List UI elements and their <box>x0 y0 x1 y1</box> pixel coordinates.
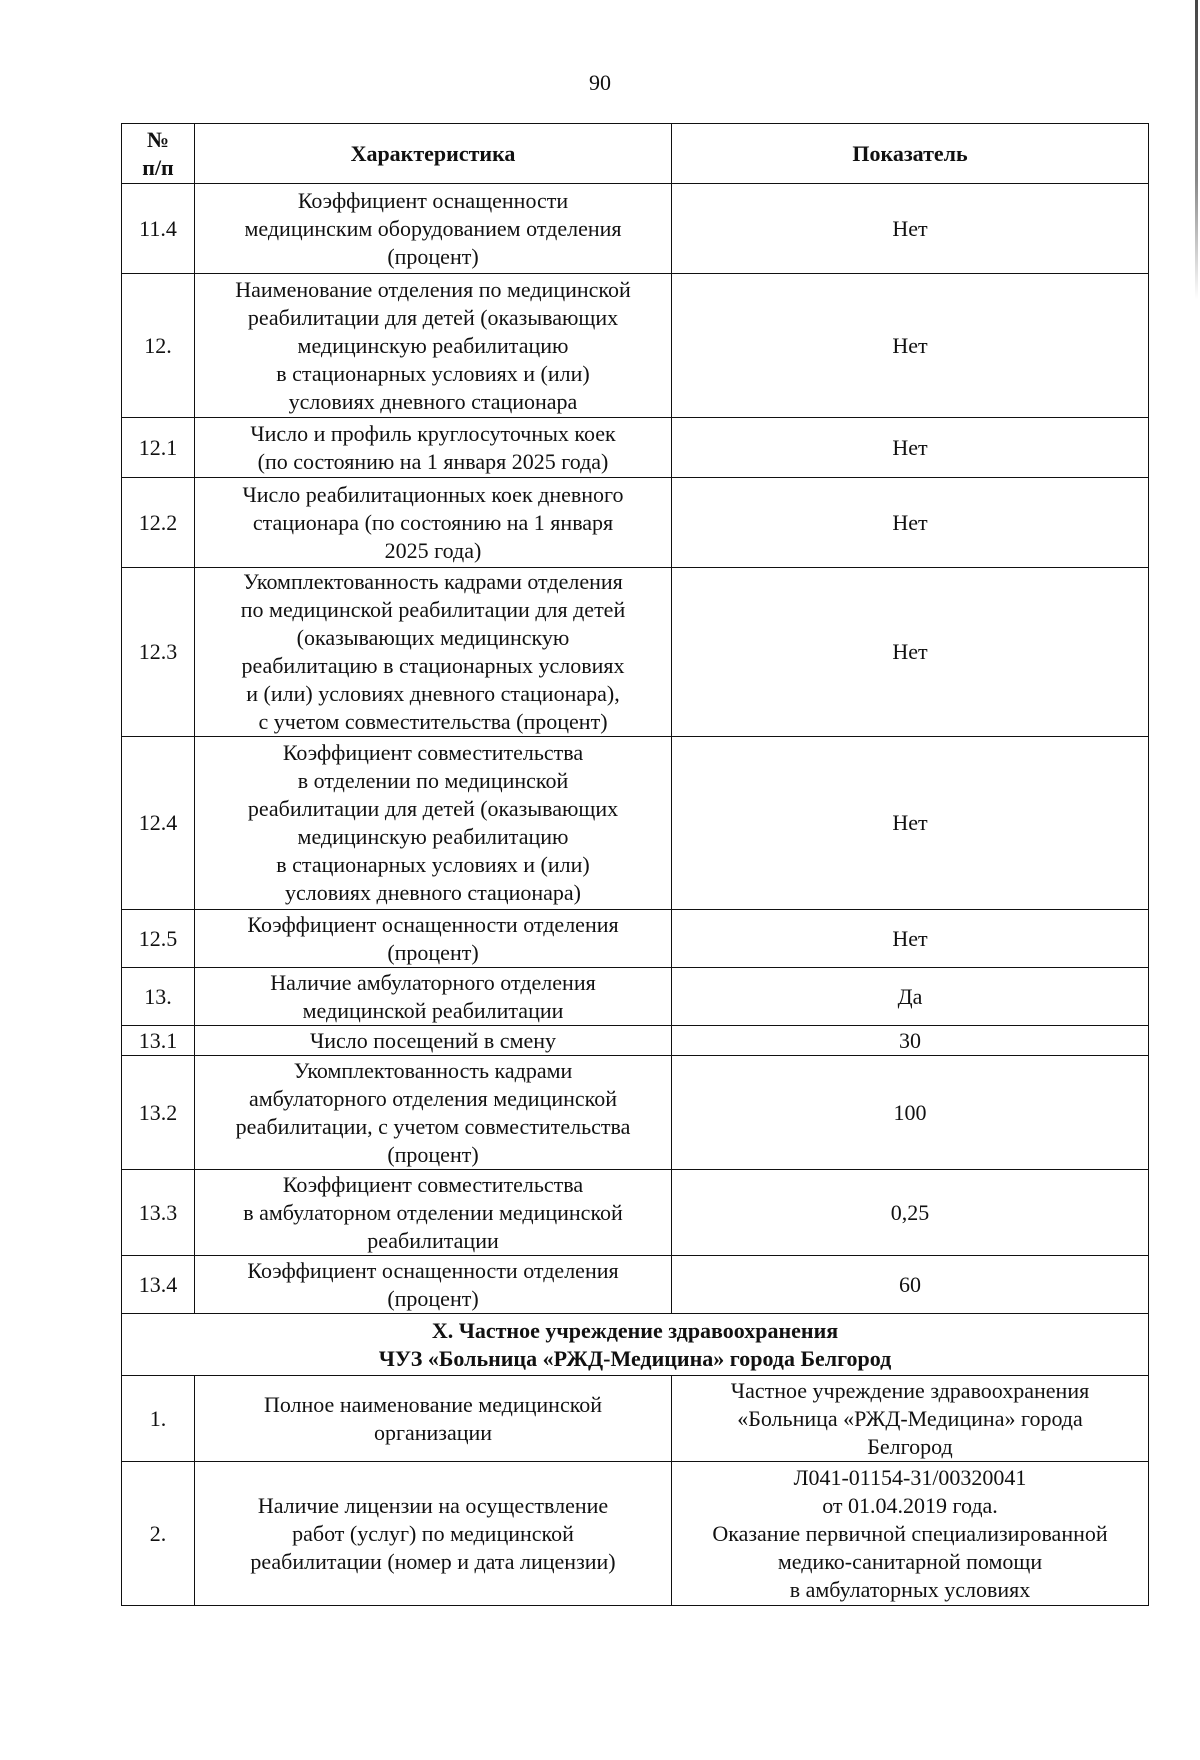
table-row <box>122 1462 1149 1606</box>
data-table <box>121 123 1149 1606</box>
row-num: 12.2 <box>122 478 195 568</box>
row-indicator: Нет <box>672 274 1149 418</box>
table-row <box>122 968 1149 1026</box>
row-characteristic: Коэффициент совместительства в отделении по медицинской реабилитации для детей (оказывающих медицинскую реабилитацию в стационарных условиях и (или) условиях дневного стационара) <box>195 737 672 910</box>
header-indicator: Показатель <box>672 124 1149 184</box>
row-indicator: Нет <box>672 910 1149 968</box>
table-row <box>122 274 1149 418</box>
row-characteristic: Коэффициент совместительства в амбулаторном отделении медицинской реабилитации <box>195 1170 672 1256</box>
row-num: 12.4 <box>122 737 195 910</box>
table-row <box>122 1056 1149 1170</box>
row-num: 11.4 <box>122 184 195 274</box>
row-indicator: Частное учреждение здравоохранения «Больница «РЖД-Медицина» города Белгород <box>672 1376 1149 1462</box>
row-characteristic: Число посещений в смену <box>195 1026 672 1056</box>
row-num: 2. <box>122 1462 195 1606</box>
table-row <box>122 1170 1149 1256</box>
row-characteristic: Укомплектованность кадрами отделения по медицинской реабилитации для детей (оказывающих медицинскую реабилитацию в стационарных условиях и (или) условиях дневного стационара), с учетом совместительства (процент) <box>195 568 672 737</box>
table-row <box>122 737 1149 910</box>
row-indicator: Нет <box>672 418 1149 478</box>
row-characteristic: Полное наименование медицинской организации <box>195 1376 672 1462</box>
row-characteristic: Укомплектованность кадрами амбулаторного отделения медицинской реабилитации, с учетом совместительства (процент) <box>195 1056 672 1170</box>
row-characteristic: Наличие амбулаторного отделения медицинской реабилитации <box>195 968 672 1026</box>
header-num: № п/п <box>122 124 195 184</box>
row-indicator: Нет <box>672 737 1149 910</box>
row-num: 13.3 <box>122 1170 195 1256</box>
row-num: 12.5 <box>122 910 195 968</box>
row-num: 12.3 <box>122 568 195 737</box>
table-body <box>122 184 1149 1606</box>
row-indicator: Нет <box>672 184 1149 274</box>
table-header-row <box>122 124 1149 184</box>
row-characteristic: Коэффициент оснащенности отделения (процент) <box>195 910 672 968</box>
section-title: X. Частное учреждение здравоохранения ЧУЗ «Больница «РЖД-Медицина» города Белгород <box>122 1314 1149 1376</box>
row-num: 1. <box>122 1376 195 1462</box>
row-characteristic: Число реабилитационных коек дневного стационара (по состоянию на 1 января 2025 года) <box>195 478 672 568</box>
scan-edge-line <box>1195 0 1198 300</box>
table-row <box>122 1256 1149 1314</box>
row-characteristic: Наличие лицензии на осуществление работ (услуг) по медицинской реабилитации (номер и дата лицензии) <box>195 1462 672 1606</box>
row-indicator: 30 <box>672 1026 1149 1056</box>
row-num: 13. <box>122 968 195 1026</box>
row-indicator: 100 <box>672 1056 1149 1170</box>
row-indicator: 60 <box>672 1256 1149 1314</box>
row-indicator: Нет <box>672 478 1149 568</box>
table-row <box>122 418 1149 478</box>
table-row <box>122 1376 1149 1462</box>
table-row <box>122 184 1149 274</box>
page-number: 90 <box>589 70 611 95</box>
row-characteristic: Коэффициент оснащенности медицинским оборудованием отделения (процент) <box>195 184 672 274</box>
row-num: 12. <box>122 274 195 418</box>
table-row <box>122 910 1149 968</box>
row-indicator: 0,25 <box>672 1170 1149 1256</box>
header-characteristic: Характеристика <box>195 124 672 184</box>
table-row <box>122 1026 1149 1056</box>
table-row <box>122 478 1149 568</box>
row-indicator: Нет <box>672 568 1149 737</box>
section-header-row <box>122 1314 1149 1376</box>
table-row <box>122 568 1149 737</box>
row-num: 13.1 <box>122 1026 195 1056</box>
row-indicator: Л041-01154-31/00320041 от 01.04.2019 года. Оказание первичной специализированной медико-санитарной помощи в амбулаторных условиях <box>672 1462 1149 1606</box>
row-num: 12.1 <box>122 418 195 478</box>
row-num: 13.2 <box>122 1056 195 1170</box>
row-characteristic: Наименование отделения по медицинской реабилитации для детей (оказывающих медицинскую реабилитацию в стационарных условиях и (или) условиях дневного стационара <box>195 274 672 418</box>
row-num: 13.4 <box>122 1256 195 1314</box>
row-indicator: Да <box>672 968 1149 1026</box>
row-characteristic: Число и профиль круглосуточных коек (по состоянию на 1 января 2025 года) <box>195 418 672 478</box>
row-characteristic: Коэффициент оснащенности отделения (процент) <box>195 1256 672 1314</box>
